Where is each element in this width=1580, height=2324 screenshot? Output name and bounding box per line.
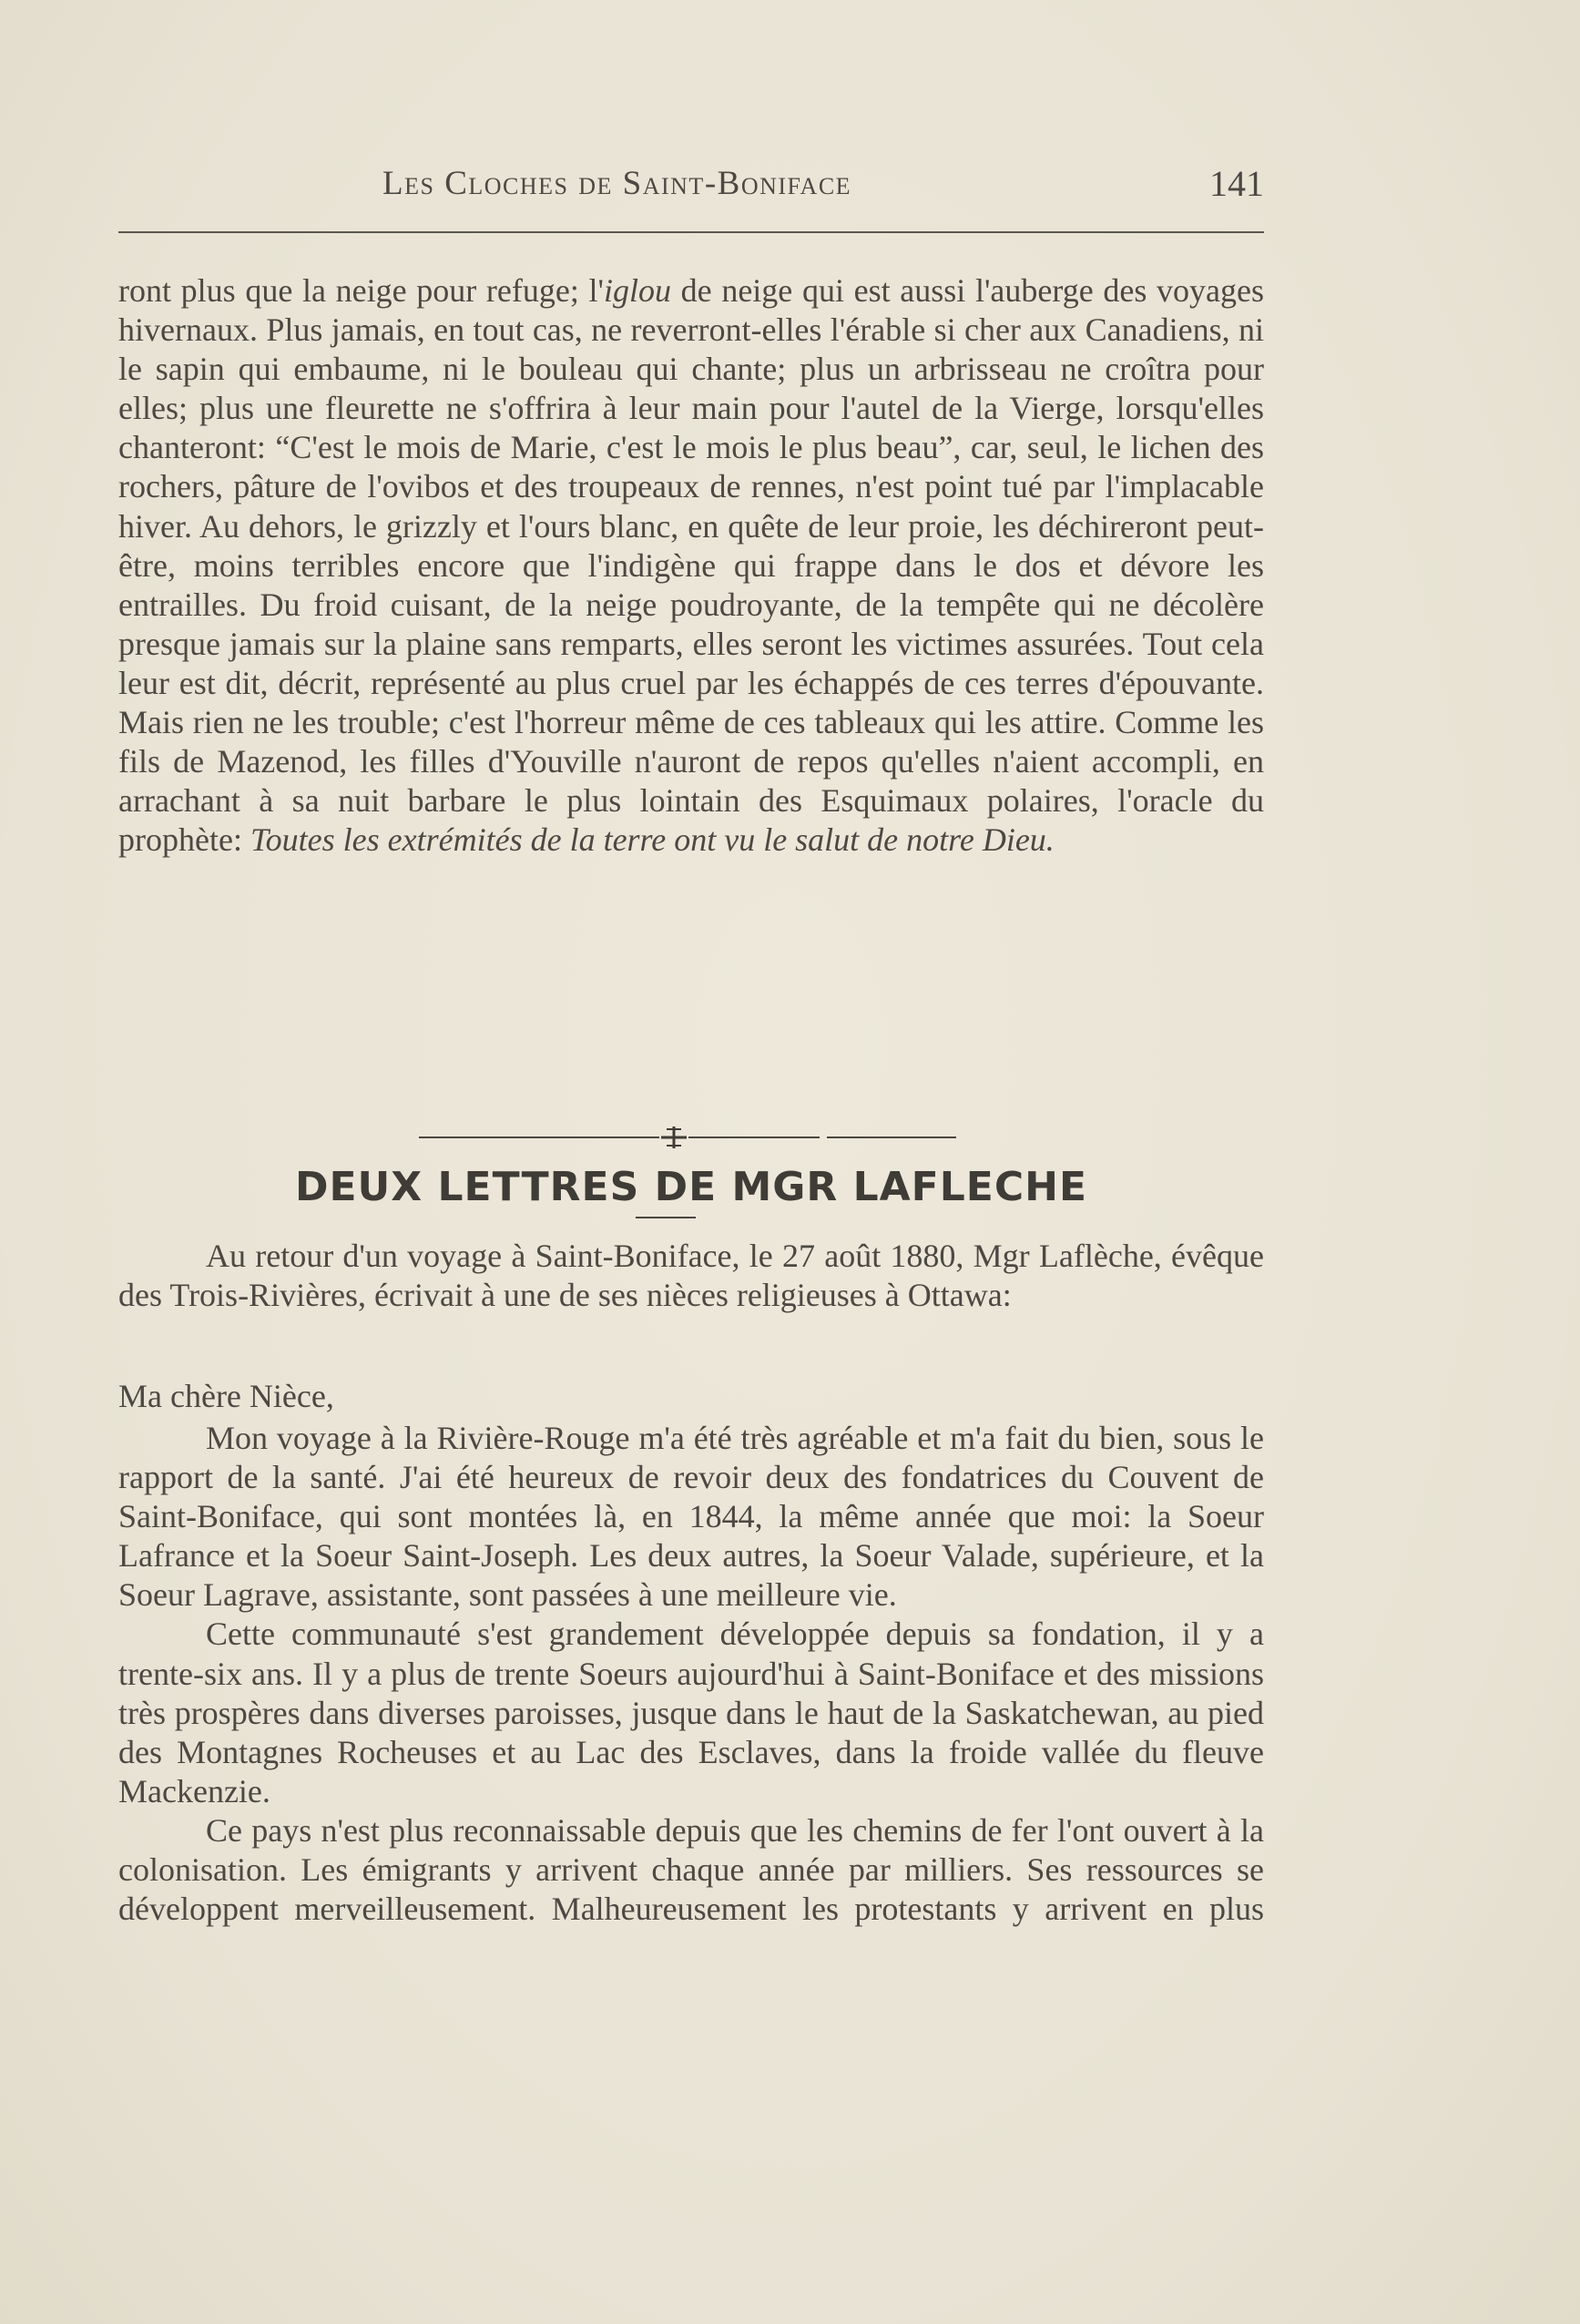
paragraph-1-text [118,271,1264,860]
section-ornament [419,1126,956,1149]
title-underline [636,1217,696,1218]
paragraph-1-part-1: ront plus que la neige pour refuge; l' [118,272,604,309]
letter-intro-text: Au retour d'un voyage à Saint-Boniface, le 27 août 1880, Mgr Laflèche, évêque des Trois-Rivières, écrivait à une de ses nièces religieuses à Ottawa: [118,1238,1264,1314]
paragraph-1-iglou: iglou [604,272,672,309]
letter-paragraph-2: Cette communauté s'est grandement développée depuis sa fondation, il y a trente-six ans. Il y a plus de trente Soeurs aujourd'hui à Saint-Boniface et des missions très prospères dans diverses paroisses, jusque dans le haut de la Saskatchewan, au pied des Montagnes Rocheuses et au Lac des Esclaves, dans la froide vallée du fleuve Mackenzie. [118,1616,1264,1809]
letter-paragraph-1: Mon voyage à la Rivière-Rouge m'a été très agréable et m'a fait du bien, sous le rapport de la santé. J'ai été heureux de revoir deux des fondatrices du Couvent de Saint-Boniface, qui sont montées là, en 1844, la même année que moi: la Soeur Lafrance et la Soeur Saint-Joseph. Les deux autres, la Soeur Valade, supérieure, et la Soeur Lagrave, assistante, sont passées à une meilleure vie. [118,1420,1264,1614]
paragraph-1-part-2: de neige qui est aussi l'auberge des voyages hivernaux. Plus jamais, en tout cas, ne reverront-elles l'érable si cher aux Canadiens, ni le sapin qui embaume, ni le bouleau qui chante; plus un arbrisseau ne croîtra pour elles; plus une fleurette ne s'offrira à leur main pour l'autel de la Vierge, lorsqu'elles chanteront: “C'est le mois de Marie, c'est le mois le plus beau”, car, seul, le lichen des rochers, pâture de l'ovibos et des troupeaux de rennes, n'est point tué par l'implacable hiver. Au dehors, le grizzly et l'ours blanc, en quête de leur proie, les déchireront peut-être, moins terribles encore que l'indigène qui frappe dans le dos et dévore les entrailles. Du froid cuisant, de la neige poudroyante, de la tempête qui ne décolère presque jamais sur la plaine sans remparts, elles seront les victimes assurées. Tout cela leur est dit, décrit, représenté au plus cruel par les échappés de ces terres d'épouvante. Mais rien ne les trouble; c'est l'horreur même de ces tableaux qui les attire. Comme les fils de Mazenod, les filles d'Youville n'auront de repos qu'elles n'aient accompli, en arrachant à sa nuit barbare le plus lointain des Esquimaux polaires, l'oracle du prophète: [118,272,1264,859]
running-title: Les Cloches de Saint-Boniface [382,165,852,202]
paragraph-1-quote: Toutes les extrémités de la terre ont vu le salut de notre Dieu. [250,821,1055,859]
page-header [118,162,1264,209]
letter-body [118,1419,1264,1929]
letter-salutation: Ma chère Nièce, [118,1378,334,1414]
letter-paragraph-3: Ce pays n'est plus reconnaissable depuis que les chemins de fer l'ont ouvert à la colonisation. Les émigrants y arrivent chaque année par milliers. Ses ressources se développent merveilleusement. Malheureusement les protestants y arrivent en plus [118,1811,1264,1928]
header-rule [118,231,1264,233]
paragraph-1 [118,271,1264,860]
section-title: DEUX LETTRES DE MGR LAFLECHE [294,1164,1088,1210]
page-number: 141 [1209,163,1264,204]
cross-ornament-icon [419,1126,956,1149]
letter-intro [118,1237,1264,1315]
